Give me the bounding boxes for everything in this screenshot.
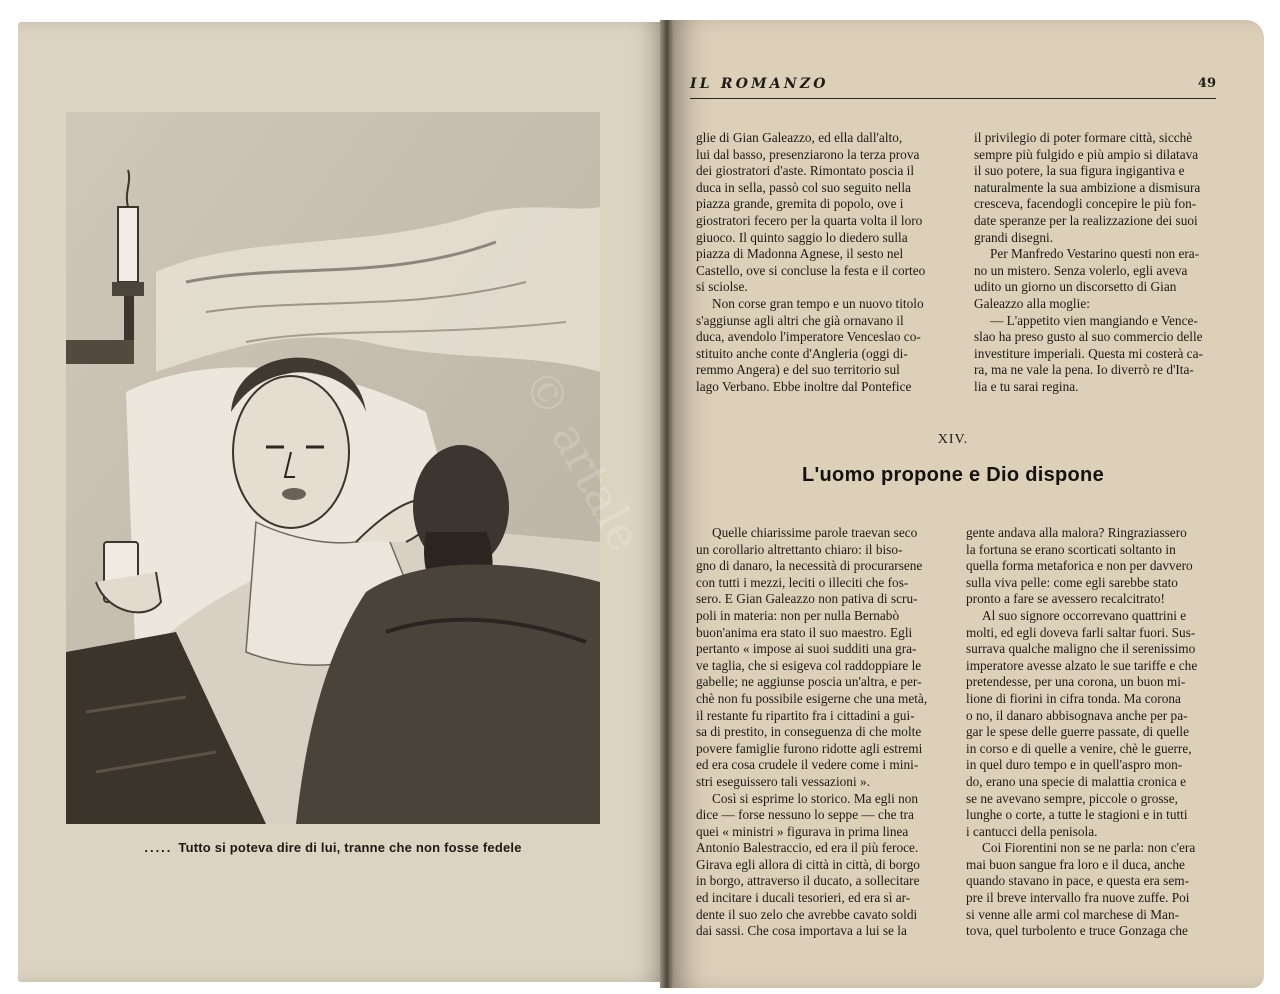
text-column-top-left (696, 130, 954, 396)
text-line: pertanto « impose ai suoi sudditi una gra- (696, 641, 917, 657)
text-line: Per Manfredo Vestarino questi non era- (990, 246, 1200, 262)
text-line: investiture imperiali. Questa mi costerà ca- (974, 345, 1203, 361)
text-line: molti, ed egli doveva farli saltar fuori. Sus- (966, 624, 1196, 640)
text-line: Girava egli allora di città in città, di borgo (696, 856, 920, 872)
text-line: no un mistero. Senza volerlo, egli aveva (974, 262, 1188, 278)
text-line: giostratori fecero per la quarta volta il loro (696, 212, 923, 228)
text-line: naturalmente la sua ambizione a dismisura (974, 179, 1201, 195)
chapter-number: XIV. (937, 432, 969, 447)
text-line: lui dal basso, presenziarono la terza prova (696, 146, 920, 162)
text-line: mai buon sangue fra loro e il duca, anche (966, 856, 1185, 872)
text-line: sempre più fulgido e più ampio si dilatava (974, 146, 1199, 162)
text-line: Antonio Balestraccio, ed era il più feroce. (696, 840, 919, 856)
text-line: date speranze per la realizzazione dei suoi (974, 212, 1198, 228)
text-line: se ne avevano sempre, piccole o grosse, (966, 790, 1178, 806)
text-line: ed era cosa crudele il vedere come i mini- (696, 757, 919, 773)
text-line: quando stavano in pace, e questa era sem- (966, 873, 1190, 889)
page-number: 49 (1197, 76, 1216, 91)
text-line: s'aggiunse agli altri che già ornavano il (696, 312, 904, 328)
text-line: glie di Gian Galeazzo, ed ella dall'alto, (696, 130, 903, 145)
text-line: — L'appetito vien mangiando e Vence- (990, 312, 1198, 328)
text-line: cresceva, facendogli concepire le più fon- (974, 196, 1197, 212)
text-line: quei « ministri » figurava in prima linea (696, 823, 909, 839)
text-line: slao ha preso gusto al suo commercio delle (974, 329, 1203, 345)
text-line: Così si esprime lo storico. Ma egli non (712, 790, 919, 806)
text-line: Coi Fiorentini non se ne parla: non c'era (982, 840, 1196, 856)
text-line: gente andava alla malora? Ringraziassero (966, 525, 1187, 540)
text-line: in borgo, attraverso il ducato, a sollecitare (696, 873, 920, 889)
text-line: Quelle chiarissime parole traevan seco (712, 525, 918, 540)
text-line: Castello, ove si concluse la festa e il corteo (696, 262, 926, 278)
text-line: udito un giorno un discorsetto di Gian (974, 279, 1177, 295)
text-line: gno di danaro, la necessità di procurarsene (696, 558, 923, 574)
text-line: si sciolse. (696, 279, 748, 295)
text-line: grandi disegni. (974, 229, 1054, 245)
text-line: lione di fiorini in cifra tonda. Ma corona (966, 690, 1181, 706)
text-column-bottom-right (966, 525, 1214, 940)
text-line: remmo Angera) e del suo territorio sul (696, 362, 900, 378)
text-line: surrava qualche maligno che il serenissimo (966, 641, 1196, 657)
text-line: sero. E Gian Galeazzo non pativa di scru- (696, 591, 918, 607)
text-line: gabelle; ne aggiunse poscia un'altra, e per- (696, 674, 922, 690)
text-line: poli in materia: non per nulla Bernabò (696, 607, 900, 623)
text-line: sulla viva pelle: come egli sarebbe stato (966, 574, 1178, 590)
chapter-title: L'uomo propone e Dio dispone (801, 464, 1105, 486)
text-line: lia e tu sarai regina. (974, 378, 1079, 394)
text-line: i cantucci della penisola. (966, 823, 1098, 839)
illustration-caption (66, 840, 600, 855)
text-line: il restante fu ripartito fra i cittadini a gui- (696, 707, 915, 723)
text-column-bottom-left (696, 525, 944, 940)
text-line: pronto a fare se avessero recalcitrato! (966, 591, 1165, 607)
text-line: dai sassi. Che cosa importava a lui se la (696, 923, 907, 939)
text-line: buon'anima era stato il suo maestro. Egli (696, 624, 913, 640)
text-line: con tutti i mezzi, leciti o illeciti che fos- (696, 574, 909, 590)
caption-text: Tutto si poteva dire di lui, tranne che non fosse fedele (178, 840, 522, 855)
text-line: ve taglia, che si esigeva col raddoppiare le (696, 657, 922, 673)
text-line: pretendesse, per una corona, un buon mi- (966, 674, 1186, 690)
text-line: chè non fu possibile esigerne che una metà, (696, 690, 928, 706)
text-line: il privilegio di poter formare città, sicchè (974, 130, 1193, 145)
text-line: un corollario altrettanto chiaro: il biso- (696, 541, 903, 557)
text-line: stituito anche conte d'Angleria (oggi di- (696, 345, 908, 361)
text-line: quella forma metaforica e non per davvero (966, 558, 1193, 574)
text-line: lunghe o corte, a tutte le stagioni e in tutti (966, 807, 1188, 823)
text-line: Al suo signore occorrevano quattrini e (982, 607, 1187, 623)
text-line: giuoco. Il quinto saggio lo diedero sulla (696, 229, 908, 245)
text-line: duca in sella, passò col suo seguito nella (696, 179, 911, 195)
text-line: ra, ma ne vale la pena. Io diverrò re d'Ita- (974, 362, 1194, 378)
illustration-sick-man-in-bed (66, 112, 600, 824)
running-header (690, 76, 1216, 99)
text-line: pre il breve intervallo fra nuove zuffe. Poi (966, 890, 1190, 906)
text-line: si venne alle armi col marchese di Man- (966, 906, 1180, 922)
text-column-top-right (974, 130, 1210, 396)
text-line: in quel duro tempo e in quell'aspro mon- (966, 757, 1183, 773)
text-line: Galeazzo alla moglie: (974, 295, 1090, 311)
text-line: dice — forse nessuno lo seppe — che tra (696, 807, 914, 823)
text-line: stri eseguissero tali vessazioni ». (696, 773, 870, 789)
text-line: tova, quel turbolento e truce Gonzaga che (966, 923, 1188, 939)
text-line: dente il suo zelo che avrebbe cavato soldi (696, 906, 918, 922)
text-line: imperatore avesse alzato le sue tariffe e che (966, 657, 1198, 673)
caption-ellipsis: ..... (144, 840, 173, 855)
text-line: ed incitare i ducali tesorieri, ed era sì ar- (696, 890, 911, 906)
text-line: piazza grande, gremita di popolo, ove i (696, 196, 904, 212)
text-line: piazza di Madonna Agnese, il sesto nel (696, 246, 904, 262)
magazine-title: IL ROMANZO (690, 76, 829, 92)
text-line: povere famiglie furono ridotte agli estremi (696, 740, 923, 756)
text-line: la fortuna se erano scorticati soltanto in (966, 541, 1176, 557)
book-gutter (660, 20, 674, 988)
text-line: in corso e di quelle a venire, chè le guerre, (966, 740, 1192, 756)
text-line: do, erano una specie di malattia cronica e (966, 773, 1187, 789)
text-line: Non corse gran tempo e un nuovo titolo (712, 295, 924, 311)
text-line: gar le spese delle guerre passate, di quelle (966, 724, 1189, 740)
drawing (66, 112, 600, 824)
text-line: dei giostratori d'aste. Rimontato poscia il (696, 163, 915, 179)
text-line: o no, il danaro abbisognava anche per pa- (966, 707, 1188, 723)
text-line: il suo potere, la sua figura ingigantiva e (974, 163, 1185, 179)
text-line: sa di prestito, in conseguenza di che molte (696, 724, 922, 740)
text-line: lago Verbano. Ebbe inoltre dal Pontefice (696, 378, 912, 394)
text-line: duca, avendolo l'imperatore Venceslao co- (696, 329, 921, 345)
